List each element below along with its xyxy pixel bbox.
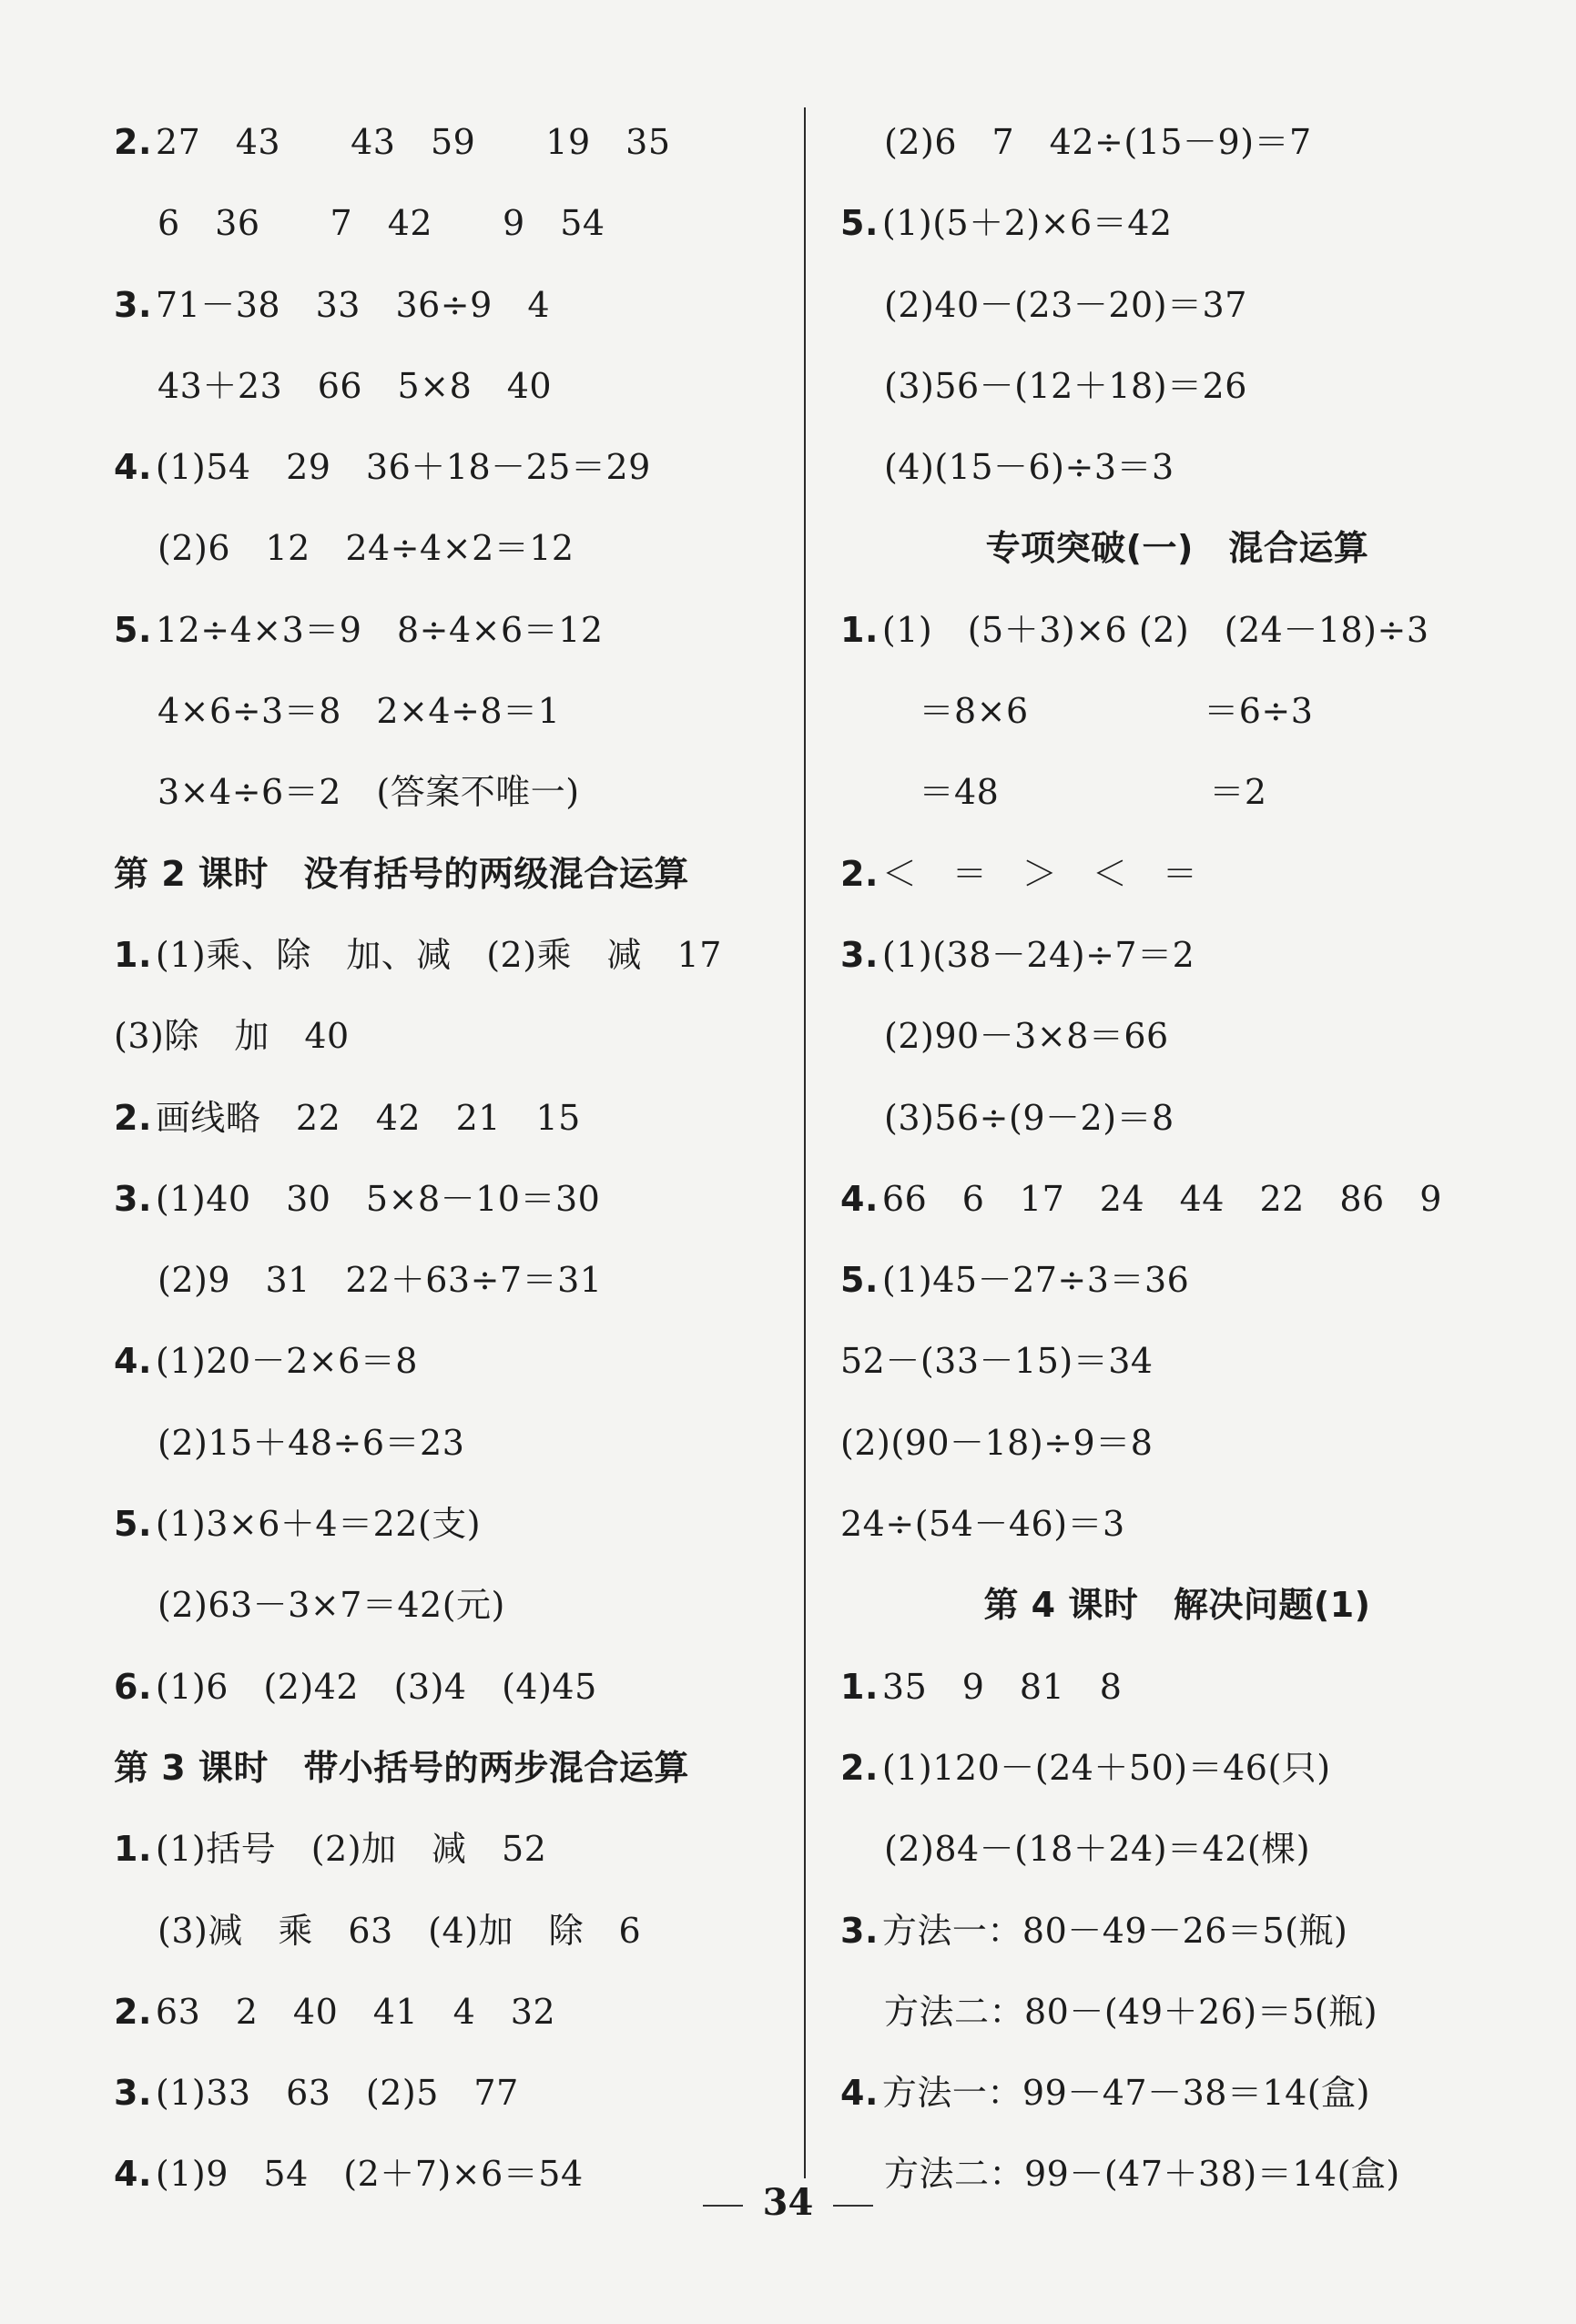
left-column [114,102,806,2216]
answer-line: (2)63－3×7＝42(元) [158,1585,505,1626]
answer-line: (3)除 加 40 [114,1016,350,1057]
item-number: 4. [114,1341,152,1382]
answer-line: 43＋23 66 5×8 40 [158,365,553,406]
answer-item [114,265,806,346]
answer-item [114,2053,806,2134]
item-text: 63 2 40 41 4 32 [155,1991,556,2032]
answer-item [114,102,806,183]
answer-line: (2)9 31 22＋63÷7＝31 [158,1260,603,1301]
answer-line: (2)6 7 42÷(15－9)＝7 [884,122,1312,162]
answer-line: (2)(90－18)÷9＝8 [840,1422,1154,1463]
item-text: (1)6 (2)42 (3)4 (4)45 [155,1666,597,1707]
footer-dash-left [703,2205,743,2207]
item-number: 3. [114,284,152,325]
item-number: 4. [114,2154,152,2195]
item-number: 2. [114,122,152,162]
answer-line: (2)84－(18＋24)＝42(棵) [884,1829,1311,1870]
item-number: 5. [840,203,879,244]
answer-item [840,183,1514,264]
answer-item [840,1240,1514,1321]
answer-line: (2)90－3×8＝66 [884,1016,1169,1057]
answer-line: (3)减 乘 63 (4)加 除 6 [158,1910,642,1951]
item-number: 4. [840,2073,879,2114]
item-text: ＜ ＝ ＞ ＜ ＝ [881,853,1198,894]
section-heading: 专项突破(一) 混合运算 [985,528,1369,569]
answer-item [840,1647,1514,1728]
item-text: 35 9 81 8 [881,1666,1123,1707]
item-number: 1. [114,934,152,975]
item-number: 3. [840,934,879,975]
item-text: (1) (5＋3)×6 (2) (24－18)÷3 [881,609,1429,650]
answer-line: 方法二：99－(47＋38)＝14(盒) [884,2154,1400,2195]
answer-line: (2)40－(23－20)＝37 [884,284,1247,325]
answer-line: ＝48 ＝2 [884,772,1267,813]
answer-item [114,1647,806,1728]
item-text: (1)54 29 36＋18－25＝29 [155,447,651,488]
section-heading: 第 4 课时 解决问题(1) [983,1585,1371,1626]
item-text: (1)40 30 5×8－10＝30 [155,1178,601,1219]
answer-item [114,1321,806,1402]
answer-line: 方法二：80－(49＋26)＝5(瓶) [884,1991,1378,2032]
item-text: 12÷4×3＝9 8÷4×6＝12 [155,609,604,650]
answer-item [114,1809,806,1890]
answer-line: 52－(33－15)＝34 [840,1341,1154,1382]
answer-item [840,834,1514,915]
item-number: 3. [114,2073,152,2114]
answer-item [114,1972,806,2053]
answer-item [840,2053,1514,2134]
item-text: 71－38 33 36÷9 4 [155,284,550,325]
answer-line: (3)56÷(9－2)＝8 [884,1097,1174,1138]
item-number: 5. [114,1504,152,1545]
item-number: 4. [114,447,152,488]
answer-line: 6 36 7 42 9 54 [158,203,605,244]
answer-line: (2)15＋48÷6＝23 [158,1422,465,1463]
item-text: 方法一：99－47－38＝14(盒) [881,2073,1370,2114]
item-text: (1)乘、除 加、减 (2)乘 减 17 [155,934,722,975]
item-number: 1. [840,609,879,650]
answer-line: 3×4÷6＝2 (答案不唯一) [158,772,580,813]
item-number: 1. [114,1829,152,1870]
item-text: 方法一：80－49－26＝5(瓶) [881,1910,1348,1951]
item-text: 27 43 43 59 19 35 [155,122,671,162]
item-number: 2. [114,1991,152,2032]
column-divider [804,107,806,2178]
answer-item [114,1484,806,1565]
section-heading: 第 3 课时 带小括号的两步混合运算 [114,1747,689,1788]
item-text: (1)3×6＋4＝22(支) [155,1504,482,1545]
item-text: 画线略 22 42 21 15 [155,1097,581,1138]
item-number: 4. [840,1178,879,1219]
answer-line: 4×6÷3＝8 2×4÷8＝1 [158,691,561,732]
item-text: (1)括号 (2)加 减 52 [155,1829,547,1870]
answer-item [114,1159,806,1240]
answer-line: (2)6 12 24÷4×2＝12 [158,528,574,569]
item-text: (1)(38－24)÷7＝2 [881,934,1195,975]
right-column [840,102,1514,2216]
answer-item [840,590,1514,671]
answer-item [114,915,806,996]
item-number: 2. [114,1097,152,1138]
item-number: 5. [114,609,152,650]
item-number: 2. [840,1747,879,1788]
item-number: 2. [840,853,879,894]
item-text: (1)33 63 (2)5 77 [155,2073,519,2114]
item-text: (1)45－27÷3＝36 [881,1260,1190,1301]
item-text: (1)9 54 (2＋7)×6＝54 [155,2154,584,2195]
item-number: 5. [840,1260,879,1301]
item-text: (1)20－2×6＝8 [155,1341,418,1382]
page-footer [0,2176,1576,2230]
answer-item [840,1159,1514,1240]
item-text: 66 6 17 24 44 22 86 9 [881,1178,1442,1219]
page-number: 34 [762,2181,814,2224]
item-text: (1)(5＋2)×6＝42 [881,203,1173,244]
answer-line: ＝8×6 ＝6÷3 [884,691,1314,732]
answer-item [114,590,806,671]
footer-dash-right [833,2205,873,2207]
answer-item [840,915,1514,996]
item-text: (1)120－(24＋50)＝46(只) [881,1747,1331,1788]
answer-item [840,1891,1514,1972]
item-number: 6. [114,1666,152,1707]
item-number: 3. [840,1910,879,1951]
answer-item [114,1078,806,1159]
item-number: 3. [114,1178,152,1219]
answer-item [840,1728,1514,1809]
section-heading: 第 2 课时 没有括号的两级混合运算 [114,853,689,894]
answer-line: 24÷(54－46)＝3 [840,1504,1125,1545]
item-number: 1. [840,1666,879,1707]
answer-item [114,427,806,508]
answer-line: (4)(15－6)÷3＝3 [884,447,1174,488]
answer-line: (3)56－(12＋18)＝26 [884,365,1247,406]
